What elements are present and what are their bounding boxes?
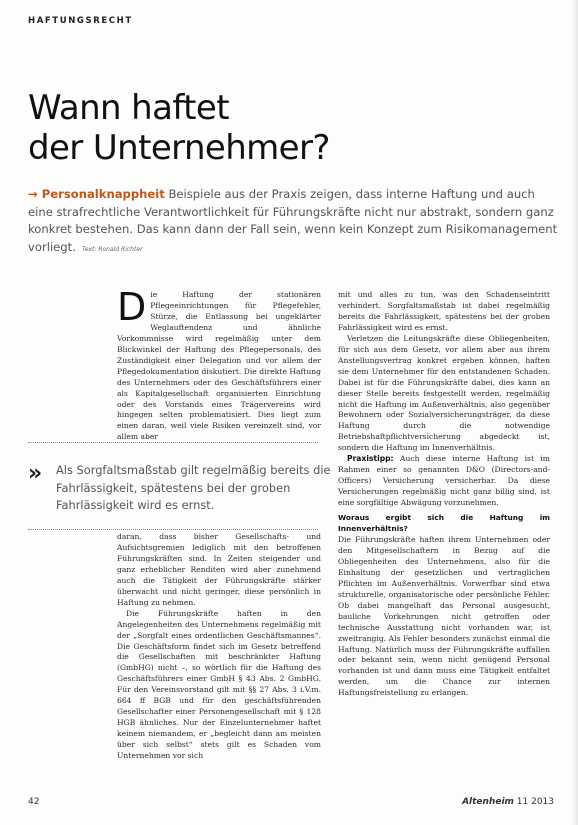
body-paragraph: Die Führungskräfte haften in den Angelegenheiten des Unternehmens regelmäßig mit der „Sorgfalt eines ordentlichen Geschäftsmannes“. Die Geschäftsform findet sich im Gesetz betreffend die Gesellschaften mit beschränkter Haftung (GmbHG) nicht –, so wörtlich für die Haftung des Geschäftsführers einer GmbH § 43 Abs. 2 GmbHG. Für den Vereinsvorstand gilt mit §§ 27 Abs. 3 i.V.m. 664 ff BGB und für den geschäftsführenden Gesellschafter einer Personengesellschaft mit § 128 HGB ähnliches. Nur der Einzelunternehmer haftet keinem niemandem, er „begleicht dann am meisten über sich selbst“ stets gilt es Schaden vom Unternehmen vor sich	[117, 608, 321, 761]
quote-chevron-icon: »	[28, 461, 39, 486]
page-title-line-2: der Unternehmer?	[28, 128, 330, 168]
lead-kicker: → Personalknappheit	[28, 187, 165, 201]
body-paragraph: daran, dass bisher Gesellschafts- und Aufsichtsgremien lediglich mit den betroffenen Führungskräften sind. In Zeiten steigender und ganz erheblicher Renditen wird aber zunehmend auch die Tätigkeit der Führungskräfte stärker überwacht und nicht geringer, diese persönlich in Haftung zu nehmen.	[117, 532, 321, 607]
magazine-name: Altenheim	[462, 797, 514, 807]
pullquote-top-rule	[28, 442, 318, 443]
section-label: HAFTUNGSRECHT	[28, 16, 133, 26]
pullquote-bottom-rule	[28, 529, 318, 530]
body-paragraph: Verletzen die Leitungskräfte diese Obliegenheiten, für sich aus dem Gesetz, vor allem aber aus ihrem Anstellungsvertrag konkret ergeben können, haften sie dem Unternehmer für den entstandenen Schaden. Dabei ist für die Führungskräfte dabei, dies kann an dieser Stelle bereits festgestellt werden, regelmäßig nicht die Haftung im Außenverhältnis, also gegenüber Bewohnern oder Sozialversicherungsträger, da diese Haftung durch die notwendige Betriebshaftpflichtversicherung abgedeckt ist, sondern die Haftung im Innenverhältnis.	[338, 333, 550, 453]
practice-tip-text: Auch diese interne Haftung ist im Rahmen einer so genannten D&O (Directors-and-Officers) Versicherung versicherbar. Da diese Versicherungen regelmäßig nicht ganz billig sind, ist eine sorgfältige Abwägung vorzunehmen.	[338, 454, 550, 508]
author-credit: Text: Ronald Richter	[81, 245, 143, 253]
page-title-line-1: Wann haftet	[28, 88, 229, 128]
intro-paragraph	[117, 285, 321, 443]
pull-quote	[28, 461, 331, 528]
page-binding-shadow	[570, 0, 578, 825]
practice-tip-label: Praxistipp:	[347, 454, 394, 464]
lead-text: Beispiele aus der Praxis zeigen, dass interne Haftung und auch eine strafrechtliche Verantwortlichkeit für Führungskräfte nicht nur abstrakt, sondern ganz konkret bestehen. Das kann dann der Fall sein, wenn kein Konzept zum Risikomanagement vorliegt.	[28, 187, 558, 254]
subheading: Woraus ergibt sich die Haftung im Innenverhältnis?	[338, 513, 550, 534]
magazine-footer	[462, 797, 554, 807]
pull-quote-text: Als Sorgfaltsmaßstab gilt regelmäßig bereits die Fahrlässigkeit, spätestens bei der groben Fahrlässigkeit wird es ernst.	[56, 463, 331, 513]
body-paragraph: mit und alles zu tun, was den Schadenseintritt verhindert. Sorgfaltsmaßstab ist dabei regelmäßig bereits die Fahrlässigkeit, spätestens bei der groben Fahrlässigkeit wird es ernst.	[338, 290, 550, 332]
intro-text: ie Haftung der stationären Pflegeeinrichtungen für Pflegefehler, Stürze, die Entlassung bei ungeklärter Weglauftendenz und ähnliche Vorkommnisse wird regelmäßig unter dem Blickwinkel der Haftung des Pflegepersonals, des Zuständigkeit einer Delegation und vor allem der Pflegedokumentation diskutiert. Die direkte Haftung des Unternehmers oder des Geschäftsführers einer als Kapitalgesellschaft organisierten Einrichtung oder des Vorstands eines Trägervereins wird hingegen selten problematisiert. Dies liegt zum einen daran, weil viele Risiken vereinzelt sind, vor allem aber	[117, 290, 321, 442]
body-column-a	[117, 285, 321, 442]
body-paragraph: Die Führungskräfte haften ihrem Unternehmen oder den Mitgesellschaftern in Bezug auf die Obliegenheiten des Unternehmens, also für die Einhaltung der gesetzlichen und vertraglichen Pflichten im Außenverhältnis. Vorwerfbar sind etwa strukturelle, organisatorische oder persönliche Fehler. Ob dabei mangelhaft das Personal ausgesucht, bauliche Vorkehrungen nicht getroffen oder technische Ausstattung nicht vorhanden war, ist zweitrangig. Als Fehler besonders zunächst einmal die Haftung. Natürlich muss der Führungskräfte auffallen oder bekannt sein, wenn nicht genügend Personal vorhanden ist und dann muss eine Tätigkeit entfaltet werden, um die Chance zur internen Haftungsfreistellung zu erlangen.	[338, 534, 550, 698]
body-column-c	[338, 290, 550, 774]
body-column-b	[117, 532, 321, 774]
practice-tip	[338, 454, 550, 509]
page-title	[28, 88, 330, 168]
drop-cap: D	[117, 285, 147, 329]
lead-paragraph	[28, 186, 558, 258]
issue-number: 11 2013	[516, 797, 554, 807]
page-number: 42	[28, 797, 40, 807]
